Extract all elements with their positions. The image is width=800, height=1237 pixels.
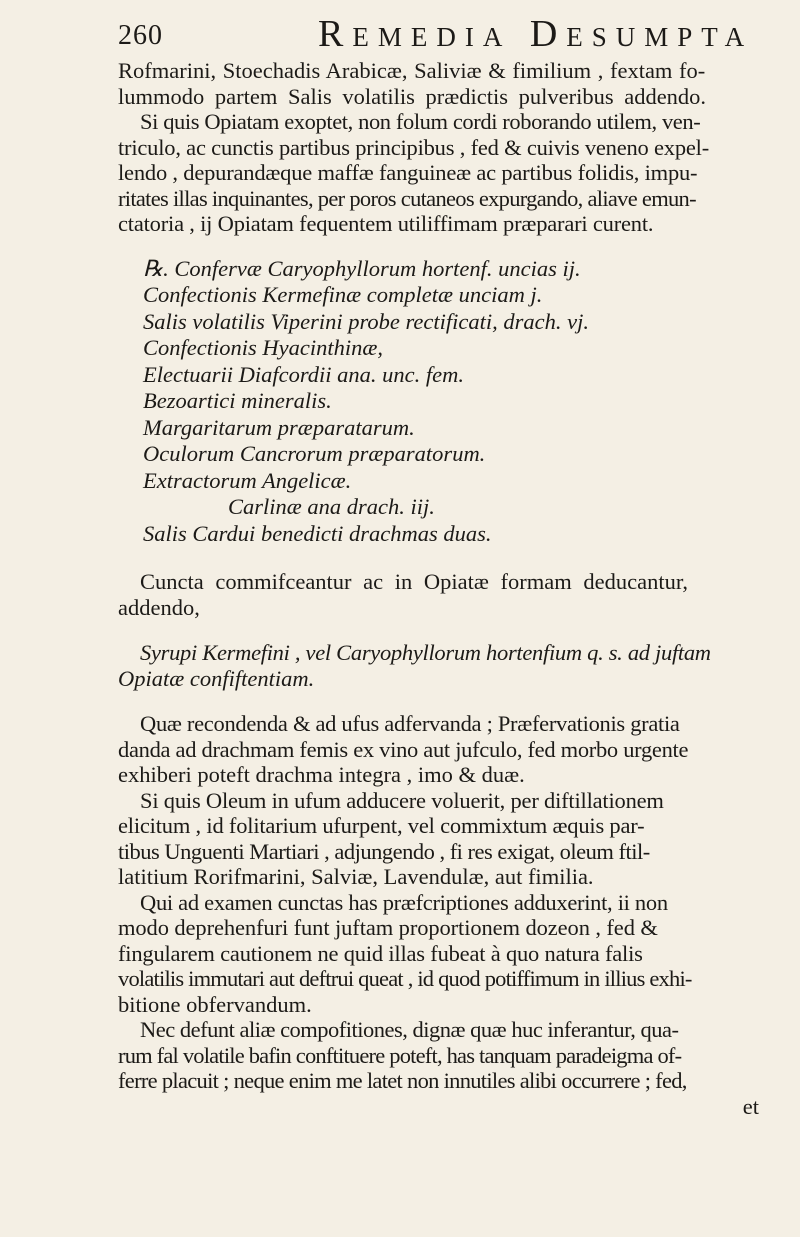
recipe-line: Electuarii Diafcordii ana. unc. fem.: [143, 361, 464, 387]
syrup-line: Syrupi Kermefini , vel Caryophyllorum hortenfium q. s. ad juftam: [140, 640, 711, 665]
recipe-line: Carlinæ ana drach. iij.: [228, 494, 435, 519]
recipe-line: Margaritarum præparatarum.: [143, 414, 415, 440]
text-line: elicitum , id folitarium ufurpent, vel commixtum æquis par-: [118, 813, 645, 838]
text-line: rum fal volatile bafin conftituere poteft, has tanquam paradeigma of-: [118, 1042, 682, 1068]
text-line: Cuncta commifceantur ac in Opiatæ formam deducantur,: [140, 569, 689, 594]
text-line: latitium Rorifmarini, Salviæ, Lavendulæ, aut fimilia.: [118, 864, 594, 889]
text-line: volatilis immutari aut deftrui queat , id quod potiffimum in illius exhi-: [118, 966, 692, 991]
text-line: addendo,: [118, 594, 200, 620]
text-line: ctatoria , ij Opiatam fequentem utiliffimam præparari curent.: [118, 211, 654, 236]
paragraph-rosmarinus: [118, 58, 763, 237]
page-header: [118, 10, 758, 58]
running-title: Remedia Desumpta: [318, 13, 754, 55]
text-line: tibus Unguenti Martiari , adjungendo , fi res exigat, oleum ftil-: [118, 838, 650, 864]
spacer: [118, 547, 763, 569]
syrup-line: Opiatæ confiftentiam.: [118, 665, 315, 691]
text-line: triculo, ac cunctis partibus principibus , fed & cuivis veneno expel-: [118, 134, 710, 160]
text-line: modo deprehenfuri funt juftam proportionem dozeon , fed &: [118, 915, 658, 940]
recipe-line: Salis volatilis Viperini probe rectificati, drach. vj.: [143, 308, 589, 334]
text-line: Qui ad examen cunctas has præfcriptiones adduxerint, ii non: [140, 889, 668, 915]
text-line: Nec defunt aliæ compofitiones, dignæ quæ huc inferantur, qua-: [140, 1017, 679, 1042]
recipe-line: Salis Cardui benedicti drachmas duas.: [143, 520, 492, 546]
spacer: [118, 620, 763, 640]
text-line: bitione obfervandum.: [118, 991, 312, 1017]
page-number: 260: [118, 20, 163, 51]
recipe-line: Extractorum Angelicæ.: [143, 467, 352, 493]
paragraph-recondenda: [118, 711, 763, 1119]
text-line: lendo , depurandæque maffæ fanguineæ ac partibus folidis, impu-: [118, 160, 698, 185]
spacer: [118, 237, 763, 256]
text-line: ritates illas inquinantes, per poros cutaneos expurgando, aliave emun-: [118, 185, 696, 211]
catchword: et: [742, 1093, 759, 1119]
text-line: fingularem cautionem ne quid illas fubeat à quo natura falis: [118, 940, 643, 966]
text-line: Quæ recondenda & ad ufus adfervanda ; Præfervationis gratia: [140, 711, 680, 736]
syrup-block: [118, 640, 763, 691]
recipe-block: [118, 256, 763, 548]
recipe-line: Confectionis Kermefinæ completæ unciam j.: [143, 282, 543, 307]
text-line: Si quis Opiatam exoptet, non folum cordi roborando utilem, ven-: [140, 109, 701, 134]
recipe-line: Oculorum Cancrorum præparatorum.: [143, 441, 486, 466]
recipe-line: Confectionis Hyacinthinæ,: [143, 335, 383, 360]
text-line: ferre placuit ; neque enim me latet non innutiles alibi occurrere ; fed,: [118, 1068, 687, 1093]
text-line: lummodo partem Salis volatilis prædictis pulveribus addendo.: [118, 83, 707, 109]
body-text: [118, 58, 763, 1119]
text-line: exhiberi poteft drachma integra , imo & duæ.: [118, 762, 525, 787]
recipe-line: ℞. Confervæ Caryophyllorum hortenf. uncias ij.: [143, 255, 581, 281]
spacer: [118, 691, 763, 711]
text-line: Rofmarini, Stoechadis Arabicæ, Saliviæ & fimilium , fextam fo-: [118, 58, 706, 83]
paragraph-cuncta: [118, 569, 763, 620]
text-line: Si quis Oleum in ufum adducere voluerit, per diftillationem: [140, 787, 664, 813]
text-line: danda ad drachmam femis ex vino aut jufculo, fed morbo urgente: [118, 736, 689, 762]
recipe-line: Bezoartici mineralis.: [143, 388, 332, 413]
